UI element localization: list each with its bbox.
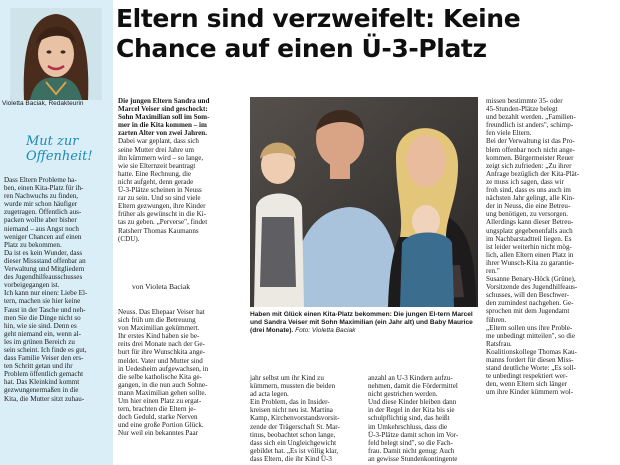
article-intro (118, 137, 244, 242)
text-line: meldet. Vater und Mutter sind (118, 356, 203, 365)
text-line: lich, allen Eltern einen Platz in (486, 250, 574, 259)
text-line: tern, brachten die Eltern je- (118, 405, 196, 414)
text-line: ben, einen Kita-Platz für ih- (4, 184, 84, 193)
text-line: hat. Das Kleinkind kommt (4, 378, 80, 387)
headline-line-2: Chance auf einen Ü-3-Platz (116, 34, 487, 63)
text-line: Neuss. Das Ehepaar Veiser hat (118, 308, 205, 316)
text-line: hatte. Eine Rechnung, die (118, 169, 192, 178)
text-line: Sohn Maximilian soll im Som- (118, 113, 210, 122)
text-line: sprochen mit dem Jugendamt (486, 307, 570, 316)
article-column-1 (118, 97, 244, 243)
text-line: schulpflichtig sind, das heißt (368, 414, 450, 423)
text-line: kreisen nicht neu ist. Martina (250, 406, 333, 415)
text-line: Platz zu bekommen. (4, 240, 62, 249)
text-line: anzahl an U-3 Kindern aufzu- (368, 374, 453, 382)
article-column-2-text (250, 374, 363, 463)
text-line: den zumindest nachgehen. Ge- (486, 299, 574, 308)
text-line: men Sie die Dinge nicht so (4, 313, 81, 322)
text-line: früher als gewünscht in die Ki- (118, 210, 207, 219)
text-line: dass Eltern, die ihr Kind Ü-3 (250, 454, 332, 463)
text-line: mann Maximilian gehen sollte. (118, 388, 207, 397)
text-line: Da ist es kein Wunder, dass (4, 248, 83, 257)
text-line: kümmern, mussten die beiden (250, 382, 336, 391)
article-column-2 (250, 374, 363, 463)
text-line: ungsplatz gegebenenfalls auch (486, 226, 573, 235)
text-line: Ü-3-Plätze scheinen in Neuss (118, 186, 202, 195)
text-line: Problem öffentlich gemacht (4, 370, 84, 379)
text-line: ren Nachwuchs zu finden, (4, 192, 79, 201)
text-line: hin, wie sie sind. Denn es (4, 321, 77, 330)
text-line: der in Neuss, die eine Betreu- (486, 202, 571, 211)
text-line: Vorsitzende des Jugendhilfeaus- (486, 283, 578, 292)
text-line: tinus, beobachtet schon lange, (250, 430, 336, 439)
text-line: an gewisse Stundenkontingente (368, 454, 458, 463)
text-line: missen bestimmte 35- oder (486, 97, 563, 105)
text-line: kommen. Bürgermeister Reuer (486, 153, 574, 162)
text-line: ren." (486, 266, 500, 275)
text-line: sich früh um die Betreuung (118, 316, 196, 325)
text-line: „Eltern sollen uns ihre Proble- (486, 323, 573, 332)
author-photo-icon (10, 8, 102, 100)
text-line: schusses, will den Beschwer- (486, 291, 569, 300)
text-line: ihrer Wunsch-Kita zu garantie- (486, 258, 575, 267)
text-line: niemand – aus Angst noch (4, 224, 79, 233)
photo-caption-text: Haben mit Glück einen Kita-Platz bekommen: Die jungen El-tern Marcel und Sandra Veiser mit Sohn Maximilian (ein Jahr alt) und Baby Maurice (drei Monate). (250, 311, 473, 334)
text-line: Nur weil ein bekanntes Paar (118, 429, 198, 438)
text-line: Susanne Benary-Höck (Grüne), (486, 275, 576, 284)
text-line: rar zu sein. Und so sind viele (118, 194, 201, 203)
text-line: freundlich ist anders", schimp- (486, 121, 574, 130)
article-lead (118, 97, 244, 137)
text-line: dass Familie Veiser den ers- (4, 354, 84, 363)
text-line: ten Schritt getan und ihr (4, 362, 73, 371)
text-line: des Jugendhilfeausschusses (4, 273, 83, 282)
text-line: burt für ihre Wunschkita ange- (118, 348, 206, 357)
text-line: reits drei Monate nach der Ge- (118, 340, 205, 349)
text-line: vorbeigegangen ist. (4, 281, 60, 290)
text-line: te unbedingt respektiert wer- (486, 372, 568, 381)
photo-credit: Foto: Violetta Baciak (295, 326, 356, 334)
text-line: seine Mutter drei Jahre um (118, 145, 195, 154)
text-line: und bezahlt werden. „Familien- (486, 113, 576, 122)
text-line: nächsten Jahr gelingt, alle Kin- (486, 194, 575, 203)
text-line: feld belegt sind", so die Fach- (368, 438, 453, 447)
text-line: Bei der Verwaltung ist das Pro- (486, 137, 575, 146)
text-line: tas zu geben. „Perverse", findet (118, 218, 208, 227)
text-line: Ü-3-Plätze damit schon im Vor- (368, 430, 459, 439)
text-line: zarten Alter von zwei Jahren. (118, 129, 207, 138)
comment-body (4, 176, 108, 403)
article-column-4 (486, 97, 616, 396)
text-line: von Maximilian gekümmert. (118, 324, 200, 333)
text-line: Anfrage bezüglich der Kita-Plät- (486, 169, 580, 178)
text-line: ihn kümmern wird – so lange, (118, 153, 204, 162)
text-line: nicht aufgeht, denn gerade (118, 177, 194, 186)
text-line: den, wenn Eltern sich länger (486, 380, 567, 389)
text-line: um ihre Kinder kümmern wol- (486, 388, 574, 397)
text-line: zeigt sich zufrieden: „Zu ihrer (486, 161, 572, 170)
byline: von Violeta Baciak (132, 282, 191, 291)
text-line: ist leider weiterhin nicht mög- (486, 242, 572, 251)
text-line: in Uedesheim aufgewachsen, in (118, 364, 209, 373)
text-line: im Nachbarstadtteil liegen. Es (486, 234, 572, 243)
text-line: doch Geduld, starke Nerven (118, 413, 198, 422)
text-line: mer in die Kita kommen – im (118, 121, 207, 130)
text-line: fen viele Eltern. (486, 129, 532, 138)
article-column-4-text (486, 97, 616, 396)
text-line: gezwungenermaßen in die (4, 386, 79, 395)
text-line: ung benötigen, zu versorgen. (486, 210, 569, 219)
article-column-1-body (118, 308, 244, 438)
text-line: zende der Trägerschaft St. Mar- (250, 422, 340, 431)
text-line: Eltern gezwungen, ihre Kinder (118, 202, 206, 211)
text-line: Koalitionskollege Thomas Kau- (486, 347, 577, 356)
text-line: packen wollte aber bisher (4, 216, 77, 225)
text-line: stand deutliche Worte: „Es soll- (486, 364, 576, 373)
text-line: Ihr erstes Kind haben sie be- (118, 332, 200, 341)
text-line: wie sie Elternzeit beantragt (118, 161, 196, 170)
comment-title: Mut zur Offenheit! (26, 134, 93, 164)
text-line: jahr selbst um ihr Kind zu (250, 374, 324, 382)
text-line: manns fordert für diesen Miss- (486, 356, 574, 364)
text-line: die selbe katholische Kita ge- (118, 372, 202, 381)
text-line: dieser Missstand offenbar an (4, 256, 86, 265)
text-line: sein scheint. Ich finde es gut, (4, 345, 87, 354)
article-column-3 (368, 374, 480, 463)
text-line: ad acta legen. (250, 390, 289, 399)
text-line: Ein Problem, das in Insider- (250, 398, 330, 407)
text-line: Ratsherr Thomas Kaumanns (118, 226, 199, 235)
text-line: frau. Damit nicht genug: Auch (368, 446, 455, 455)
text-line: ze muss ich sagen, dass wir (486, 177, 565, 186)
text-line: weniger Chancen auf einen (4, 232, 82, 241)
text-line: dass sich ein Ungleichgewicht (250, 438, 337, 447)
text-line: und eine große Portion Glück. (118, 421, 204, 430)
family-photo-icon (250, 97, 478, 307)
text-line: tern, machen sie hier keine (4, 297, 81, 306)
text-line: me unbedingt mitteilen", so die (486, 331, 575, 340)
text-line: wurde mir schon häufiger (4, 200, 78, 209)
text-line: Und diese Kinder bleiben dann (368, 398, 457, 407)
author-portrait (10, 8, 102, 100)
text-line: gebildet hat. „Es ist völlig klar, (250, 446, 339, 455)
text-line: in der Regel in der Kita bis sie (368, 406, 455, 415)
text-line: Um hier einen Platz zu ergat- (118, 397, 202, 406)
text-line: gangen, in die nun auch Sohne- (118, 380, 208, 389)
text-line: Die jungen Eltern Sandra und (118, 97, 210, 105)
text-line: froh sind, dass es uns auch im (486, 186, 571, 195)
text-line: Verwaltung und Mitgliedern (4, 265, 85, 274)
family-photo (250, 97, 478, 307)
text-line: nehmen, damit die Fördermittel (368, 382, 458, 391)
text-line: zugetragen. Öffentlich aus- (4, 208, 82, 217)
text-line: im Umkehrschluss, dass die (368, 422, 448, 431)
article-column-3-text (368, 374, 480, 463)
author-caption: Violetta Baciak, Redakteurin (2, 100, 84, 107)
headline (116, 4, 616, 64)
text-line: führen. (486, 315, 507, 324)
headline-line-1: Eltern sind verzweifelt: Keine (116, 4, 521, 33)
text-line: Dabei war geplant, dass sich (118, 137, 199, 146)
text-line: 45-Stunden-Plätze belegt (486, 105, 558, 114)
text-line: les im grünen Bereich zu (4, 337, 75, 346)
text-line: Dass Eltern Probleme ha- (4, 176, 77, 184)
article-body (118, 308, 244, 438)
text-line: Marcel Veiser sind geschockt: (118, 105, 208, 114)
comment-sidebar (0, 0, 113, 465)
text-line: geht niemand ein, wenn al- (4, 329, 82, 338)
photo-caption (250, 311, 478, 334)
text-line: Ratsfrau. (486, 339, 512, 348)
text-line: Kita, die Mutter sitzt zuhau- (4, 394, 85, 403)
text-line: Ich kann nur einen: Liebe El- (4, 289, 88, 298)
text-line: nicht gestrichen werden. (368, 390, 438, 399)
text-line: (CDU). (118, 234, 140, 243)
text-line: Faust in der Tasche und neh- (4, 305, 86, 314)
text-line: Kamp, Kirchenvorstandsvorsit- (250, 414, 340, 423)
text-line: blem offenbar noch nicht ange- (486, 145, 575, 154)
text-line: Allerdings kann dieser Betreu- (486, 218, 574, 227)
